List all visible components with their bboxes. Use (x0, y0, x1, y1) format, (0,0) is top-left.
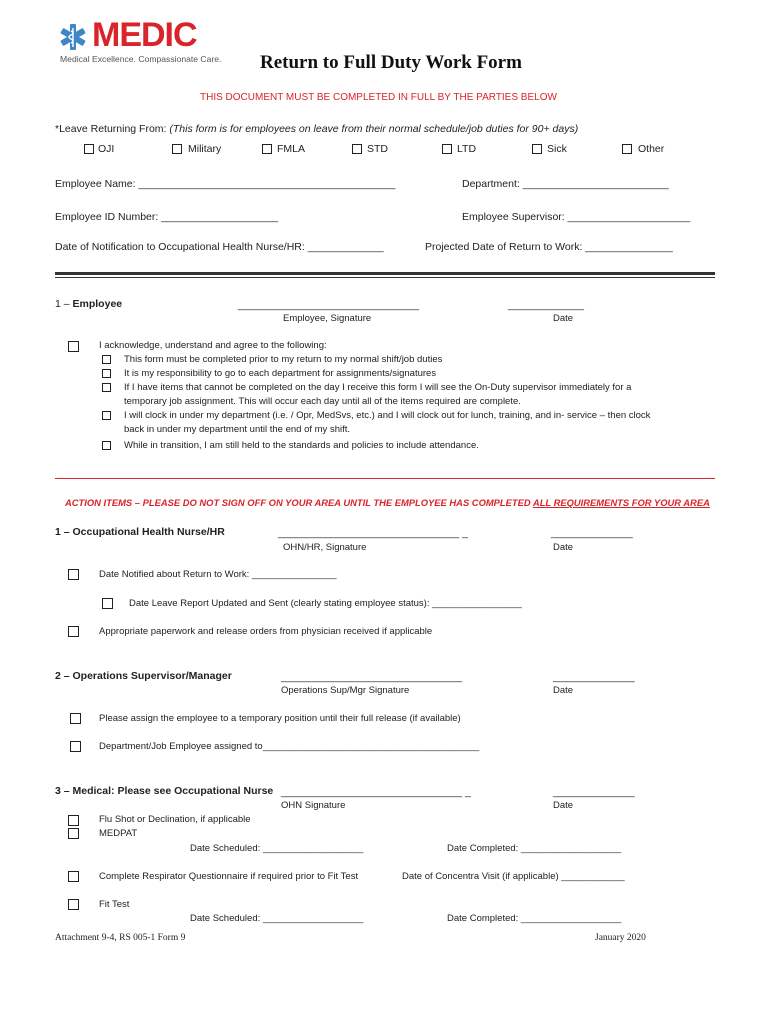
medical-signature-label: OHN Signature (281, 800, 346, 811)
checkbox-sick[interactable] (532, 144, 542, 154)
checkbox-other[interactable] (622, 144, 632, 154)
option-std-label: STD (367, 143, 388, 155)
fit-test-checkbox[interactable] (68, 899, 79, 910)
medpat-label: MEDPAT (99, 828, 138, 839)
employee-signature-line[interactable]: _______________________________ (238, 299, 420, 311)
employee-id-field[interactable]: Employee ID Number: ____________________ (55, 211, 278, 223)
ops-signature-label: Operations Sup/Mgr Signature (281, 685, 410, 696)
ohn-item-1: Date Notified about Return to Work: ________________ (99, 569, 337, 580)
checkbox-ltd[interactable] (442, 144, 452, 154)
employee-date-label: Date (553, 313, 574, 324)
ack-checkbox-1[interactable] (102, 355, 111, 364)
page-title: Return to Full Duty Work Form (260, 52, 522, 73)
ohn-date-line[interactable]: ______________ (551, 527, 633, 539)
ack-item-4: I will clock in under my department (i.e. / Opr, MedSvs, etc.) and I will clock out for lunch, training, and in- service – then clock (124, 410, 651, 421)
action-items-banner: ACTION ITEMS – PLEASE DO NOT SIGN OFF ON YOUR AREA UNTIL THE EMPLOYEE HAS COMPLETED ALL REQUIREMENTS FOR YOUR AREA (65, 497, 710, 508)
department-field[interactable]: Department: _________________________ (462, 178, 669, 190)
medical-signature-line[interactable]: _______________________________ _ (281, 786, 471, 798)
flu-shot-label: Flu Shot or Declination, if applicable (99, 814, 251, 825)
checkbox-oji[interactable] (84, 144, 94, 154)
date-completed-field-2[interactable]: Date Completed: ___________________ (447, 913, 622, 924)
acknowledge-text: I acknowledge, understand and agree to the following: (99, 340, 327, 351)
option-ltd-label: LTD (457, 143, 477, 155)
section-divider (55, 272, 715, 275)
date-completed-field-1[interactable]: Date Completed: ___________________ (447, 843, 622, 854)
ohn-item-2: Date Leave Report Updated and Sent (clearly stating employee status): _________________ (129, 598, 522, 609)
star-of-life-icon (58, 22, 88, 52)
option-other-label: Other (638, 143, 665, 155)
medic-logo (58, 18, 233, 66)
medical-section-heading: 3 – Medical: Please see Occupational Nurse (55, 785, 274, 797)
ack-item-3: If I have items that cannot be completed on the day I receive this form I will see the On-Duty supervisor immediately for a (124, 382, 632, 393)
ohn-item-3: Appropriate paperwork and release orders from physician received if applicable (99, 626, 433, 637)
leave-type-note: (This form is for employees on leave from their normal schedule/job duties for 90+ days) (169, 123, 579, 135)
ops-date-line[interactable]: ______________ (553, 671, 635, 683)
ohn-section-heading: 1 – Occupational Health Nurse/HR (55, 526, 225, 538)
option-military-label: Military (188, 143, 222, 155)
respirator-label: Complete Respirator Questionnaire if required prior to Fit Test (99, 871, 359, 882)
option-sick-label: Sick (547, 143, 567, 155)
footer-attachment: Attachment 9-4, RS 005-1 Form 9 (55, 933, 186, 943)
action-emphasis: ALL REQUIREMENTS FOR YOUR AREA (532, 497, 710, 508)
ack-checkbox-3[interactable] (102, 383, 111, 392)
section-divider-thin (55, 277, 715, 278)
acknowledge-checkbox[interactable] (68, 341, 79, 352)
ohn-checkbox-2[interactable] (102, 598, 113, 609)
return-date-field[interactable]: Projected Date of Return to Work: _______________ (425, 241, 673, 253)
logo-tagline: Medical Excellence. Compassionate Care. (60, 54, 222, 64)
option-fmla-label: FMLA (277, 143, 306, 155)
date-scheduled-field-2[interactable]: Date Scheduled: ___________________ (190, 913, 364, 924)
ops-item-1: Please assign the employee to a temporary position until their full release (if available) (99, 713, 461, 724)
checkbox-std[interactable] (352, 144, 362, 154)
ops-section-heading: 2 – Operations Supervisor/Manager (55, 670, 232, 682)
red-divider (55, 478, 715, 479)
ack-item-2: It is my responsibility to go to each department for assignments/signatures (124, 368, 437, 379)
ohn-checkbox-1[interactable] (68, 569, 79, 580)
medpat-checkbox[interactable] (68, 828, 79, 839)
supervisor-field[interactable]: Employee Supervisor: _____________________ (462, 211, 691, 223)
ack-checkbox-5[interactable] (102, 441, 111, 450)
ohn-signature-line[interactable]: _______________________________ _ (278, 527, 468, 539)
ack-checkbox-2[interactable] (102, 369, 111, 378)
ops-checkbox-1[interactable] (70, 713, 81, 724)
ops-signature-line[interactable]: _______________________________ (281, 671, 463, 683)
logo-wordmark: MEDIC (92, 16, 197, 54)
footer-date: January 2020 (595, 933, 646, 943)
ops-item-2: Department/Job Employee assigned to_________________________________________ (99, 741, 480, 752)
completion-notice: THIS DOCUMENT MUST BE COMPLETED IN FULL BY THE PARTIES BELOW (200, 92, 557, 103)
employee-section-heading: 1 – Employee (55, 298, 123, 310)
employee-name-field[interactable]: Employee Name: ____________________________________________ (55, 178, 396, 190)
ack-item-4-cont: back in under my department until the end of my shift. (124, 424, 351, 435)
ops-checkbox-2[interactable] (70, 741, 81, 752)
ohn-signature-label: OHN/HR, Signature (283, 542, 367, 553)
notification-date-field[interactable]: Date of Notification to Occupational Health Nurse/HR: _____________ (55, 241, 384, 253)
option-oji-label: OJI (98, 143, 115, 155)
ack-item-1: This form must be completed prior to my return to my normal shift/job duties (124, 354, 443, 365)
medical-date-line[interactable]: ______________ (553, 786, 635, 798)
ohn-date-label: Date (553, 542, 574, 553)
checkbox-military[interactable] (172, 144, 182, 154)
leave-type-label: *Leave Returning From: (This form is for employees on leave from their normal schedule/job duties for 90+ days) (55, 123, 579, 135)
employee-signature-label: Employee, Signature (283, 313, 372, 324)
checkbox-fmla[interactable] (262, 144, 272, 154)
flu-shot-checkbox[interactable] (68, 815, 79, 826)
employee-date-line[interactable]: _____________ (508, 299, 584, 311)
date-scheduled-field-1[interactable]: Date Scheduled: ___________________ (190, 843, 364, 854)
medical-date-label: Date (553, 800, 574, 811)
respirator-checkbox[interactable] (68, 871, 79, 882)
ack-item-5: While in transition, I am still held to the standards and policies to include attendance. (124, 440, 479, 451)
ack-checkbox-4[interactable] (102, 411, 111, 420)
ohn-checkbox-3[interactable] (68, 626, 79, 637)
fit-test-label: Fit Test (99, 899, 130, 910)
ops-date-label: Date (553, 685, 574, 696)
ack-item-3-cont: temporary job assignment. This will occur each day until all of the items required are complete. (124, 396, 521, 407)
concentra-visit-field[interactable]: Date of Concentra Visit (if applicable) ____________ (402, 871, 625, 882)
